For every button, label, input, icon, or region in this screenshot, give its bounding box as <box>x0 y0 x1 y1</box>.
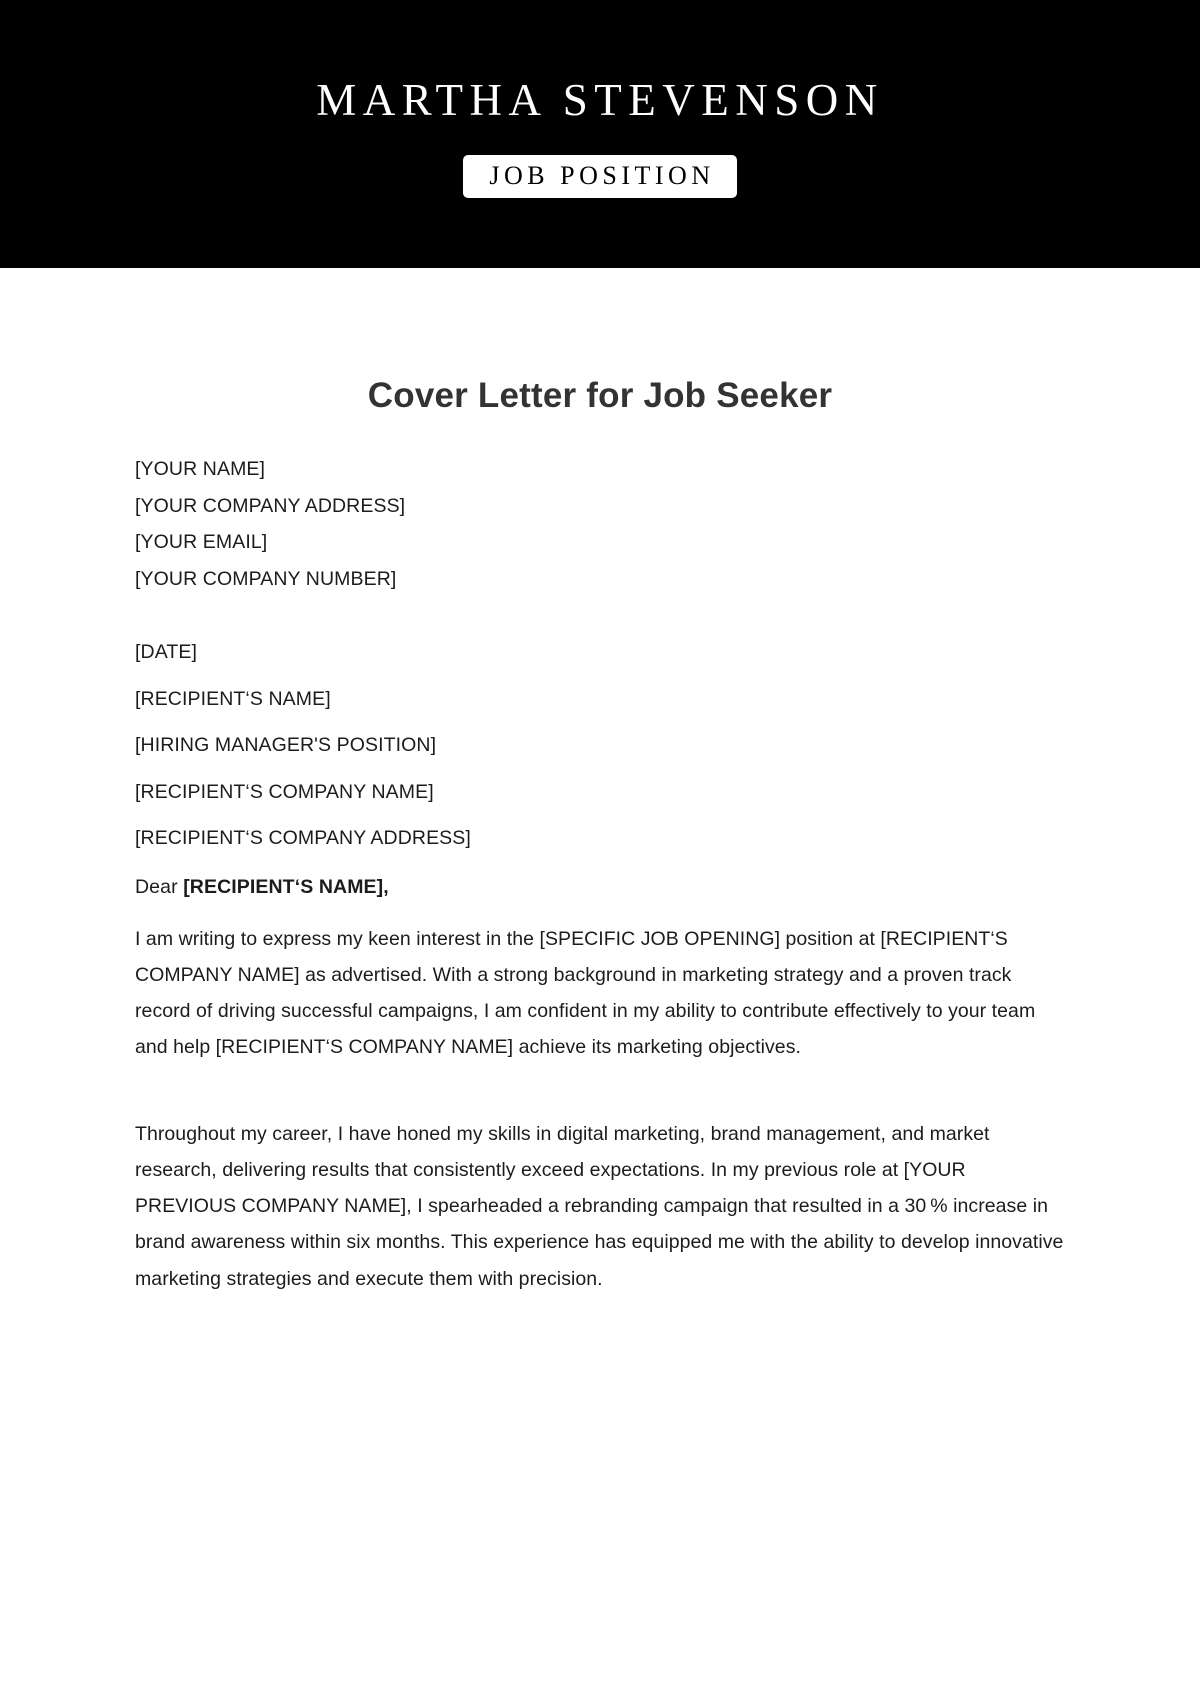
letter-paragraph-2: Throughout my career, I have honed my skills in digital marketing, brand management, and market research, delivering results that consistently exceed expectations. In my previous role at [YOUR PREVIOUS COMPANY NAME], I spearheaded a rebranding campaign that resulted in a 30 % increase in brand awareness within six months. This experience has equipped me with the ability to develop innovative marketing strategies and execute them with precision. <box>135 1122 1064 1290</box>
salutation <box>135 876 1065 899</box>
recipient-address-block <box>135 643 1065 849</box>
recipient-line: [HIRING MANAGER'S POSITION] <box>135 734 437 756</box>
page-title: Cover Letter for Job Seeker <box>367 376 833 415</box>
sender-line: [YOUR NAME] <box>135 458 266 480</box>
job-position-badge-wrap <box>463 155 736 198</box>
letter-body <box>0 268 1200 1297</box>
recipient-line: [RECIPIENT‘S COMPANY ADDRESS] <box>135 827 471 849</box>
recipient-line: [RECIPIENT‘S COMPANY NAME] <box>135 780 434 803</box>
sender-line: [YOUR COMPANY NUMBER] <box>135 567 397 590</box>
date-line: [DATE] <box>135 641 197 663</box>
recipient-line: [RECIPIENT‘S NAME] <box>135 687 331 710</box>
sender-line: [YOUR EMAIL] <box>135 531 268 553</box>
sender-address-block <box>135 460 1065 589</box>
sender-name-heading: MARTHA STEVENSON <box>316 75 884 125</box>
letterhead-banner <box>0 0 1200 268</box>
salutation-prefix: Dear <box>135 875 184 898</box>
job-position-badge: JOB POSITION <box>463 155 736 198</box>
letter-paragraph-1: I am writing to express my keen interest in the [SPECIFIC JOB OPENING] position at [RECIPIENT‘S COMPANY NAME] as advertised. With a strong background in marketing strategy and a proven track record of driving successful campaigns, I am confident in my ability to contribute effectively to your team and help [RECIPIENT‘S COMPANY NAME] achieve its marketing objectives. <box>135 927 1036 1059</box>
salutation-recipient-name: [RECIPIENT‘S NAME], <box>183 875 389 898</box>
sender-line: [YOUR COMPANY ADDRESS] <box>135 494 406 517</box>
